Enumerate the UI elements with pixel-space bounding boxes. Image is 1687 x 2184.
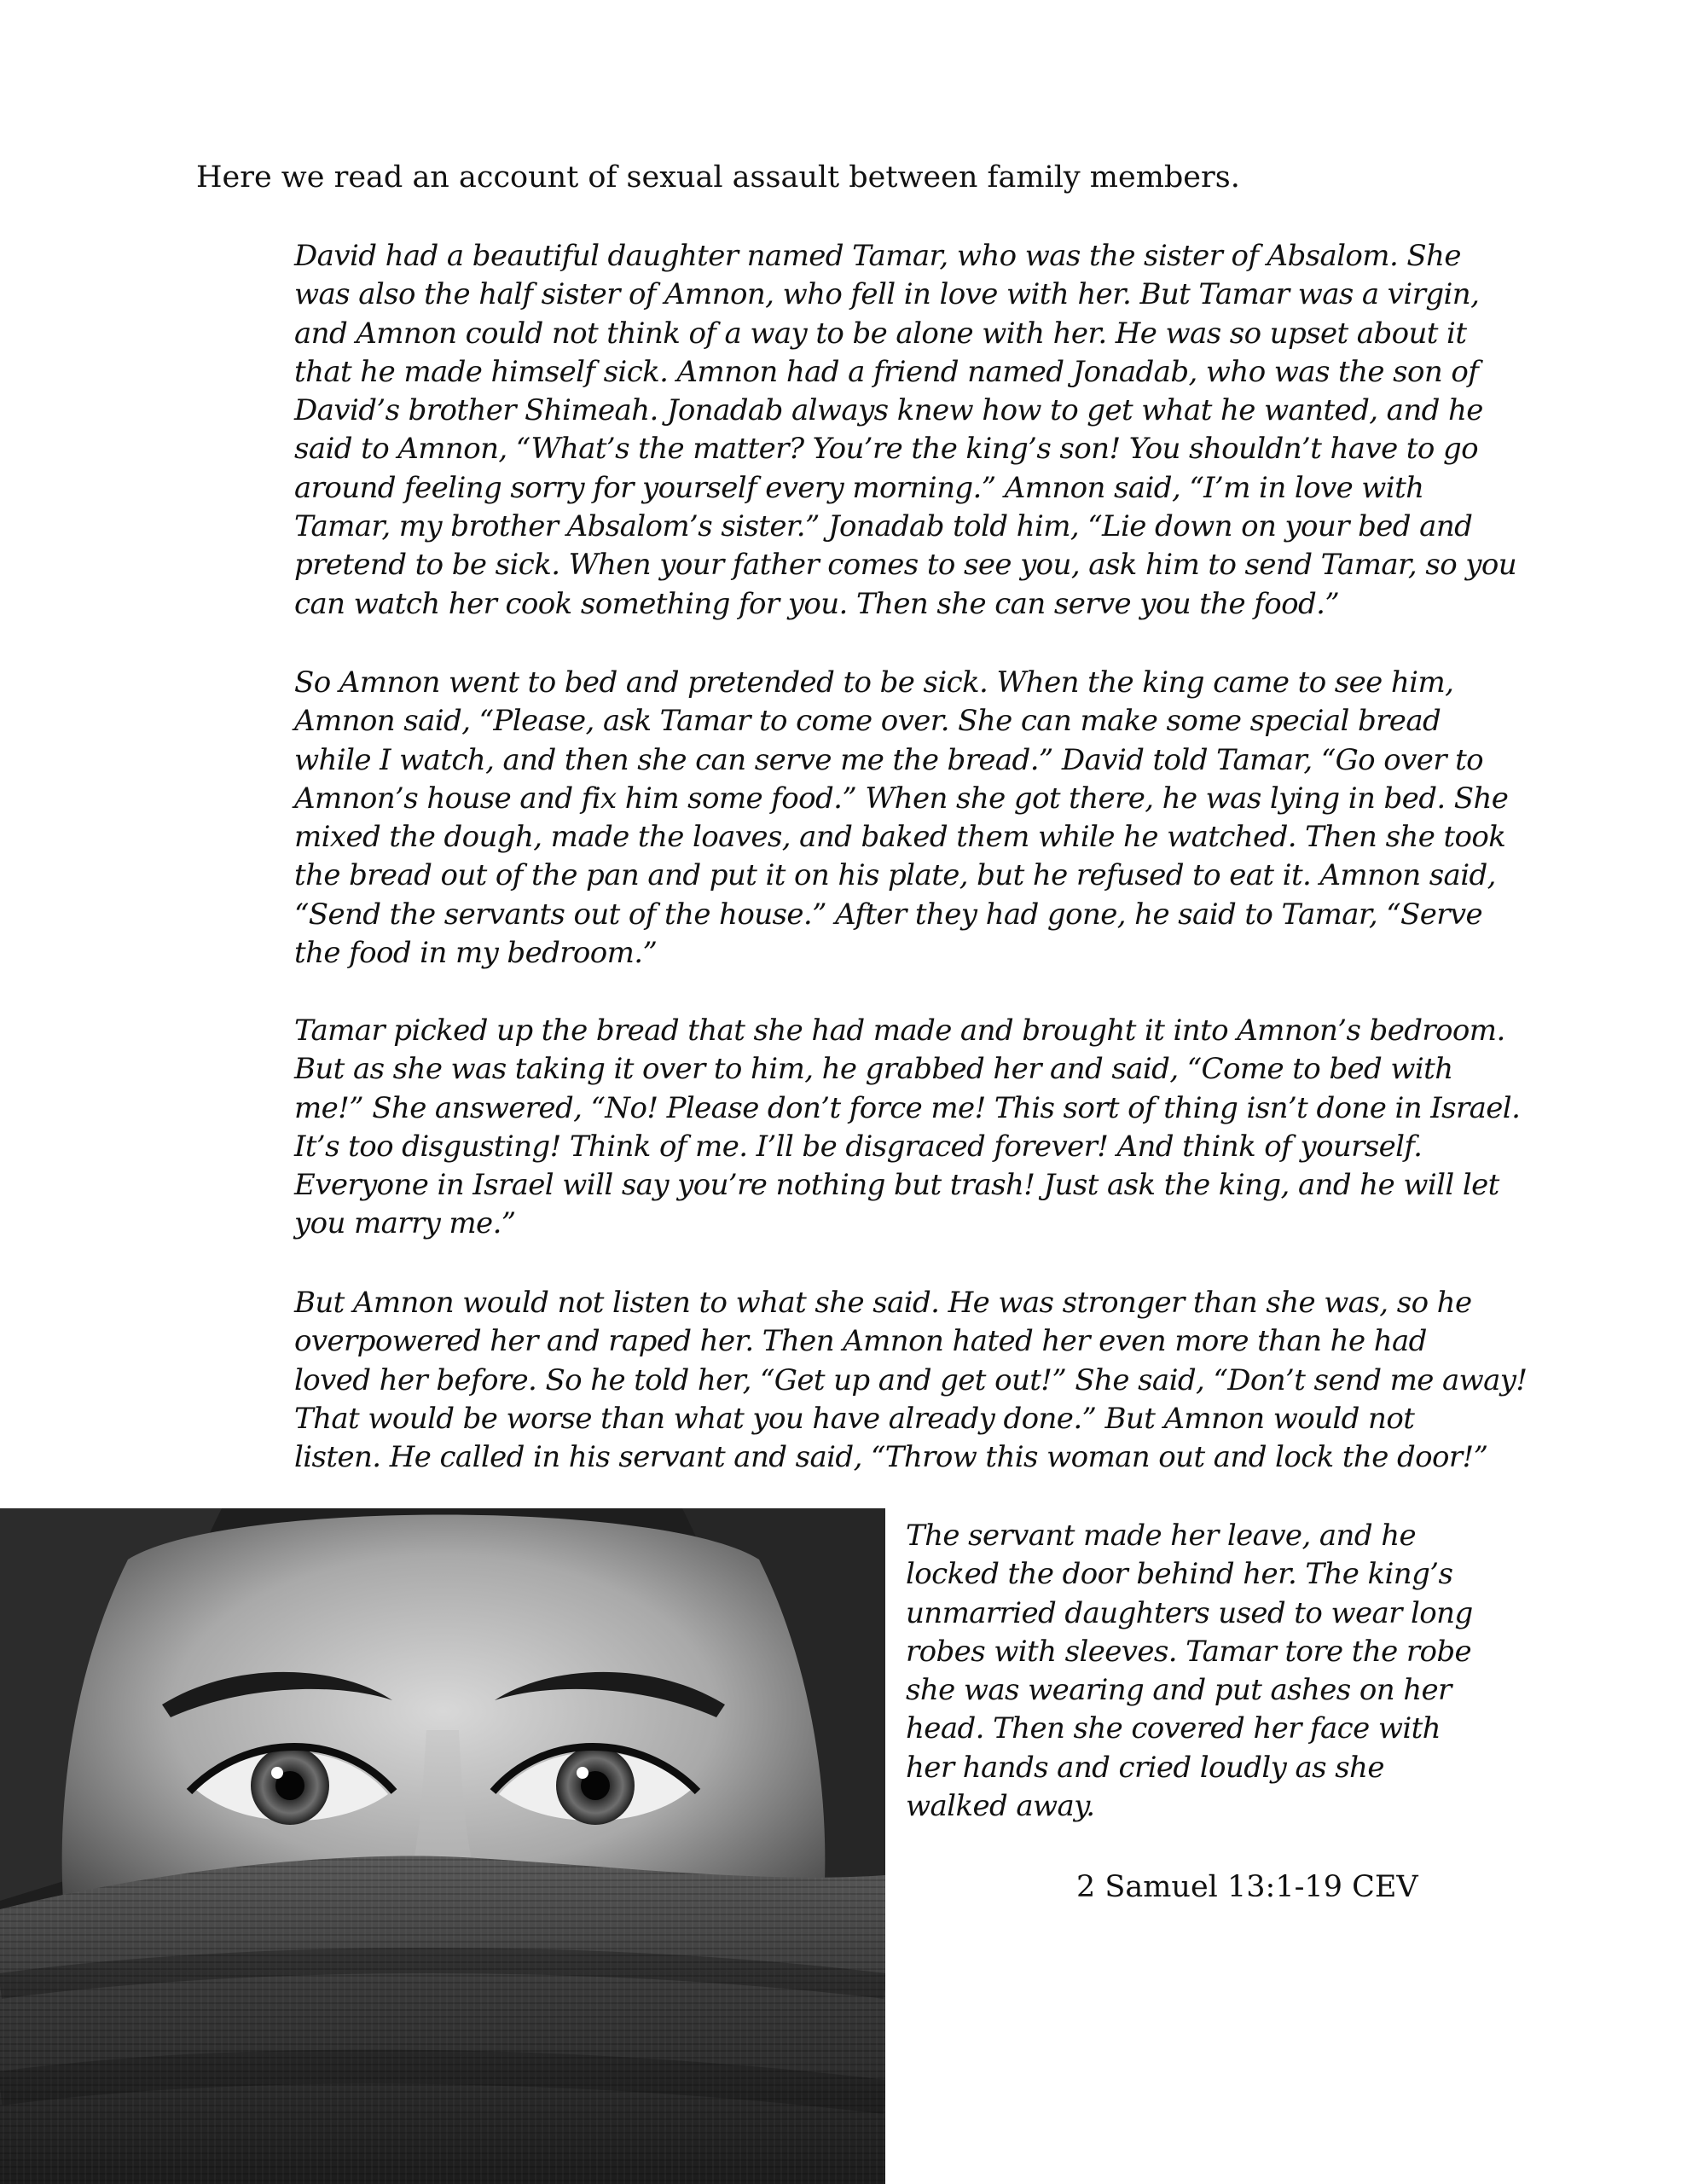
text-line: That would be worse than what you have already done.” But Amnon would not <box>294 1401 1415 1436</box>
text-line: Amnon’s house and fix him some food.” When she got there, he was lying in bed. She <box>294 781 1509 816</box>
text-line: you marry me.” <box>294 1206 516 1241</box>
text-line: Tamar picked up the bread that she had made and brought it into Amnon’s bedroom. <box>294 1014 1505 1048</box>
text-line: David had a beautiful daughter named Tamar, who was the sister of Absalom. She <box>294 239 1461 273</box>
text-line: It’s too disgusting! Think of me. I’ll be disgraced forever! And think of yourself. <box>294 1129 1423 1164</box>
veiled-woman-eyes-photo <box>0 1508 885 2184</box>
text-line: Amnon said, “Please, ask Tamar to come over. She can make some special bread <box>294 704 1441 739</box>
text-line: head. Then she covered her face with <box>906 1711 1441 1746</box>
text-line: The servant made her leave, and he <box>906 1519 1417 1553</box>
text-line: Tamar, my brother Absalom’s sister.” Jonadab told him, “Lie down on your bed and <box>294 509 1473 544</box>
text-line: “Send the servants out of the house.” After they had gone, he said to Tamar, “Serve <box>294 897 1483 932</box>
quote-paragraph-3 <box>294 1012 1521 1244</box>
text-line: listen. He called in his servant and said, “Throw this woman out and lock the door!” <box>294 1440 1488 1475</box>
text-line: unmarried daughters used to wear long <box>906 1595 1473 1630</box>
intro-text: Here we read an account of sexual assault between family members. <box>196 160 1240 195</box>
text-line: can watch her cook something for you. Then she can serve you the food.” <box>294 586 1340 621</box>
text-line: and Amnon could not think of a way to be alone with her. He was so upset about it <box>294 316 1467 351</box>
text-line: said to Amnon, “What’s the matter? You’re the king’s son! You shouldn’t have to go <box>294 432 1478 467</box>
text-line: that he made himself sick. Amnon had a friend named Jonadab, who was the son of <box>294 354 1479 389</box>
text-line: locked the door behind her. The king’s <box>906 1557 1453 1592</box>
quote-paragraph-4 <box>294 1284 1528 1477</box>
text-line: her hands and cried loudly as she <box>906 1750 1384 1785</box>
text-line: she was wearing and put ashes on her <box>906 1673 1452 1708</box>
text-line: the bread out of the pan and put it on his plate, but he refused to eat it. Amnon said, <box>294 858 1496 893</box>
text-line: robes with sleeves. Tamar tore the robe <box>906 1634 1472 1669</box>
text-line: Everyone in Israel will say you’re nothing but trash! Just ask the king, and he will let <box>294 1168 1499 1203</box>
text-line: loved her before. So he told her, “Get up and get out!” She said, “Don’t send me away! <box>294 1362 1528 1397</box>
text-line: walked away. <box>906 1789 1095 1824</box>
text-line: pretend to be sick. When your father comes to see you, ask him to send Tamar, so you <box>294 548 1517 583</box>
text-line: while I watch, and then she can serve me the bread.” David told Tamar, “Go over to <box>294 742 1484 777</box>
text-line: overpowered her and raped her. Then Amnon hated her even more than he had <box>294 1324 1427 1359</box>
text-line: was also the half sister of Amnon, who fell in love with her. But Tamar was a virgin, <box>294 277 1480 312</box>
text-line: But Amnon would not listen to what she said. He was stronger than she was, so he <box>294 1286 1472 1320</box>
text-line: David’s brother Shimeah. Jonadab always knew how to get what he wanted, and he <box>294 393 1483 428</box>
text-line: So Amnon went to bed and pretended to be sick. When the king came to see him, <box>294 665 1454 700</box>
text-line: mixed the dough, made the loaves, and baked them while he watched. Then she took <box>294 820 1506 855</box>
text-line: But as she was taking it over to him, he grabbed her and said, “Come to bed with <box>294 1052 1453 1087</box>
text-line: me!” She answered, “No! Please don’t force me! This sort of thing isn’t done in Israel. <box>294 1090 1521 1125</box>
quote-paragraph-1 <box>294 237 1517 624</box>
text-line: around feeling sorry for yourself every morning.” Amnon said, “I’m in love with <box>294 470 1424 505</box>
side-paragraph <box>906 1517 1503 1826</box>
text-line: the food in my bedroom.” <box>294 936 658 971</box>
scripture-citation: 2 Samuel 13:1-19 CEV <box>1076 1870 1418 1904</box>
quote-paragraph-2 <box>294 664 1509 973</box>
